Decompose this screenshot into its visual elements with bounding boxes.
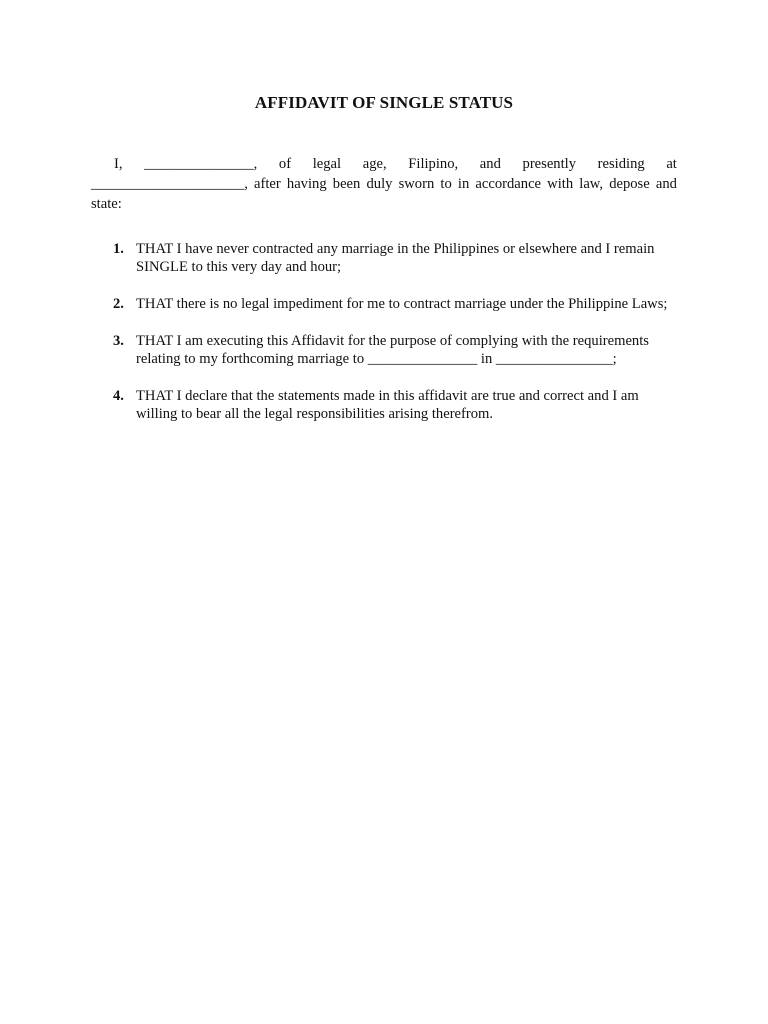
statement-text (136, 332, 679, 368)
statement-item (113, 332, 679, 368)
intro-word: residing (597, 156, 645, 172)
statement-number: 4. (113, 388, 124, 404)
statement-text (136, 387, 679, 423)
intro-word: duly (366, 176, 393, 192)
intro-word: legal (312, 156, 342, 172)
statement-line: THAT I declare that the statements made in this affidavit are true and correct and I am (136, 388, 639, 404)
intro-word: to (440, 176, 452, 192)
statement-line: THAT I am executing this Affidavit for the purpose of complying with the requirements (136, 333, 649, 349)
intro-word: Filipino, (408, 156, 459, 172)
intro-line-2 (91, 174, 677, 194)
statement-text (136, 295, 679, 313)
intro-word: I, (114, 156, 123, 172)
numbered-statements (113, 240, 679, 442)
statement-text (136, 240, 679, 276)
statement-number: 2. (113, 296, 124, 312)
statement-line: relating to my forthcoming marriage to _______________ in ________________; (136, 351, 617, 367)
intro-paragraph (91, 154, 677, 214)
intro-word: been (332, 176, 361, 192)
intro-word: and (479, 156, 501, 172)
intro-word: sworn (398, 176, 435, 192)
statement-item (113, 387, 679, 423)
statement-line: THAT there is no legal impediment for me to contract marriage under the Philippine Laws; (136, 296, 668, 312)
intro-word: of (278, 156, 292, 172)
intro-word: presently (522, 156, 577, 172)
document-title: AFFIDAVIT OF SINGLE STATUS (254, 93, 514, 112)
intro-word: after (254, 176, 281, 192)
statement-line: willing to bear all the legal responsibilities arising therefrom. (136, 406, 494, 422)
intro-word: _____________________, (91, 176, 248, 192)
intro-line-3: state: (91, 196, 122, 212)
intro-word: at (666, 156, 677, 172)
intro-word: having (286, 176, 327, 192)
statement-number: 1. (113, 241, 124, 257)
intro-word: in (457, 176, 470, 192)
intro-word: with (547, 176, 574, 192)
intro-word: _______________, (144, 156, 258, 172)
statement-line: THAT I have never contracted any marriage in the Philippines or elsewhere and I remain (136, 241, 655, 257)
statement-number: 3. (113, 333, 124, 349)
intro-word: and (655, 176, 677, 192)
intro-line-1 (91, 154, 677, 174)
intro-word: accordance (475, 176, 542, 192)
statement-item (113, 240, 679, 276)
intro-word: depose (609, 176, 650, 192)
intro-word: law, (579, 176, 604, 192)
intro-word: age, (362, 156, 387, 172)
statement-item (113, 295, 679, 313)
statement-line: SINGLE to this very day and hour; (136, 259, 342, 275)
